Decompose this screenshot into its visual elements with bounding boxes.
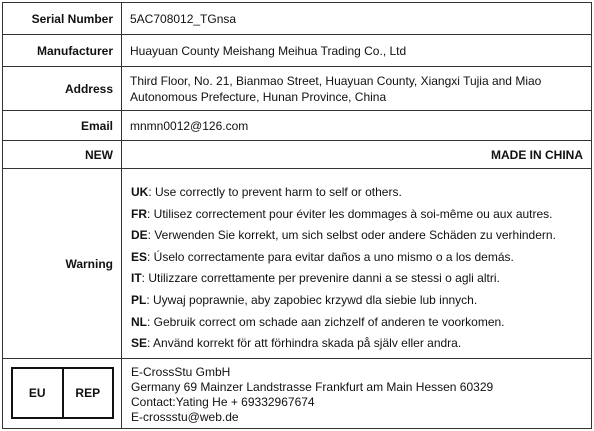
eu-rep-symbol-eu: EU: [28, 386, 46, 400]
warning-item-fr: FR: Utilisez correctement pour éviter les dommages à soi-même ou aux autres.: [131, 206, 553, 221]
eu-rep-company: E-CrossStu GmbH: [131, 365, 231, 379]
warning-item-se: SE: Använd korrekt för att förhindra skada på själv eller andra.: [131, 336, 462, 351]
eu-rep-symbol-rep: REP: [62, 369, 113, 417]
warning-item-uk: UK: Use correctly to prevent harm to self or others.: [131, 185, 402, 199]
serial-number-label: Serial Number: [3, 3, 122, 34]
serial-number-row: [3, 3, 591, 35]
address-value: [122, 67, 591, 110]
warning-item-it: IT: Utilizzare correttamente per prevenire danni a se stessi o agli altri.: [131, 271, 500, 286]
eu-rep-symbol-cell: [3, 359, 122, 428]
eu-rep-email: E-crossstu@web.de: [131, 410, 239, 424]
eu-rep-address: Germany 69 Mainzer Landstrasse Frankfurt am Main Hessen 60329: [131, 380, 494, 394]
product-info-table: [2, 2, 592, 429]
made-in-china-text: MADE IN CHINA: [491, 147, 583, 162]
warning-label: Warning: [3, 169, 122, 358]
address-row: [3, 67, 591, 111]
address-line-1: Third Floor, No. 21, Bianmao Street, Huayuan County, Xiangxi Tujia and Miao: [130, 73, 542, 88]
email-value: mnmn0012@126.com: [130, 118, 249, 133]
address-line-2: Autonomous Prefecture, Hunan Province, China: [130, 89, 387, 104]
eu-rep-row: [3, 359, 591, 428]
eu-rep-contact: Contact:Yating He + 69332967674: [131, 395, 315, 409]
address-label: Address: [3, 67, 122, 110]
new-label: NEW: [3, 141, 122, 168]
warning-list: [131, 183, 556, 356]
warning-item-de: DE: Verwenden Sie korrekt, um sich selbst oder andere Schäden zu verhindern.: [131, 228, 556, 243]
eu-rep-symbol: [11, 367, 114, 419]
manufacturer-value: Huayuan County Meishang Meihua Trading Co., Ltd: [130, 43, 407, 58]
manufacturer-row: [3, 35, 591, 67]
email-row: [3, 111, 591, 141]
warning-item-es: ES: Úselo correctamente para evitar daños a uno mismo o a los demás.: [131, 249, 514, 264]
eu-rep-details: [131, 365, 493, 425]
manufacturer-label: Manufacturer: [3, 35, 122, 66]
warning-item-pl: PL: Uywaj poprawnie, aby zapobiec krzywd dla siebie lub innych.: [131, 292, 478, 307]
origin-row: [3, 141, 591, 169]
warning-row: [3, 169, 591, 359]
serial-number-value: 5AC708012_TGnsa: [130, 11, 237, 26]
email-label: Email: [3, 111, 122, 140]
warning-item-nl: NL: Gebruik correct om schade aan zichzelf of anderen te voorkomen.: [131, 314, 505, 329]
